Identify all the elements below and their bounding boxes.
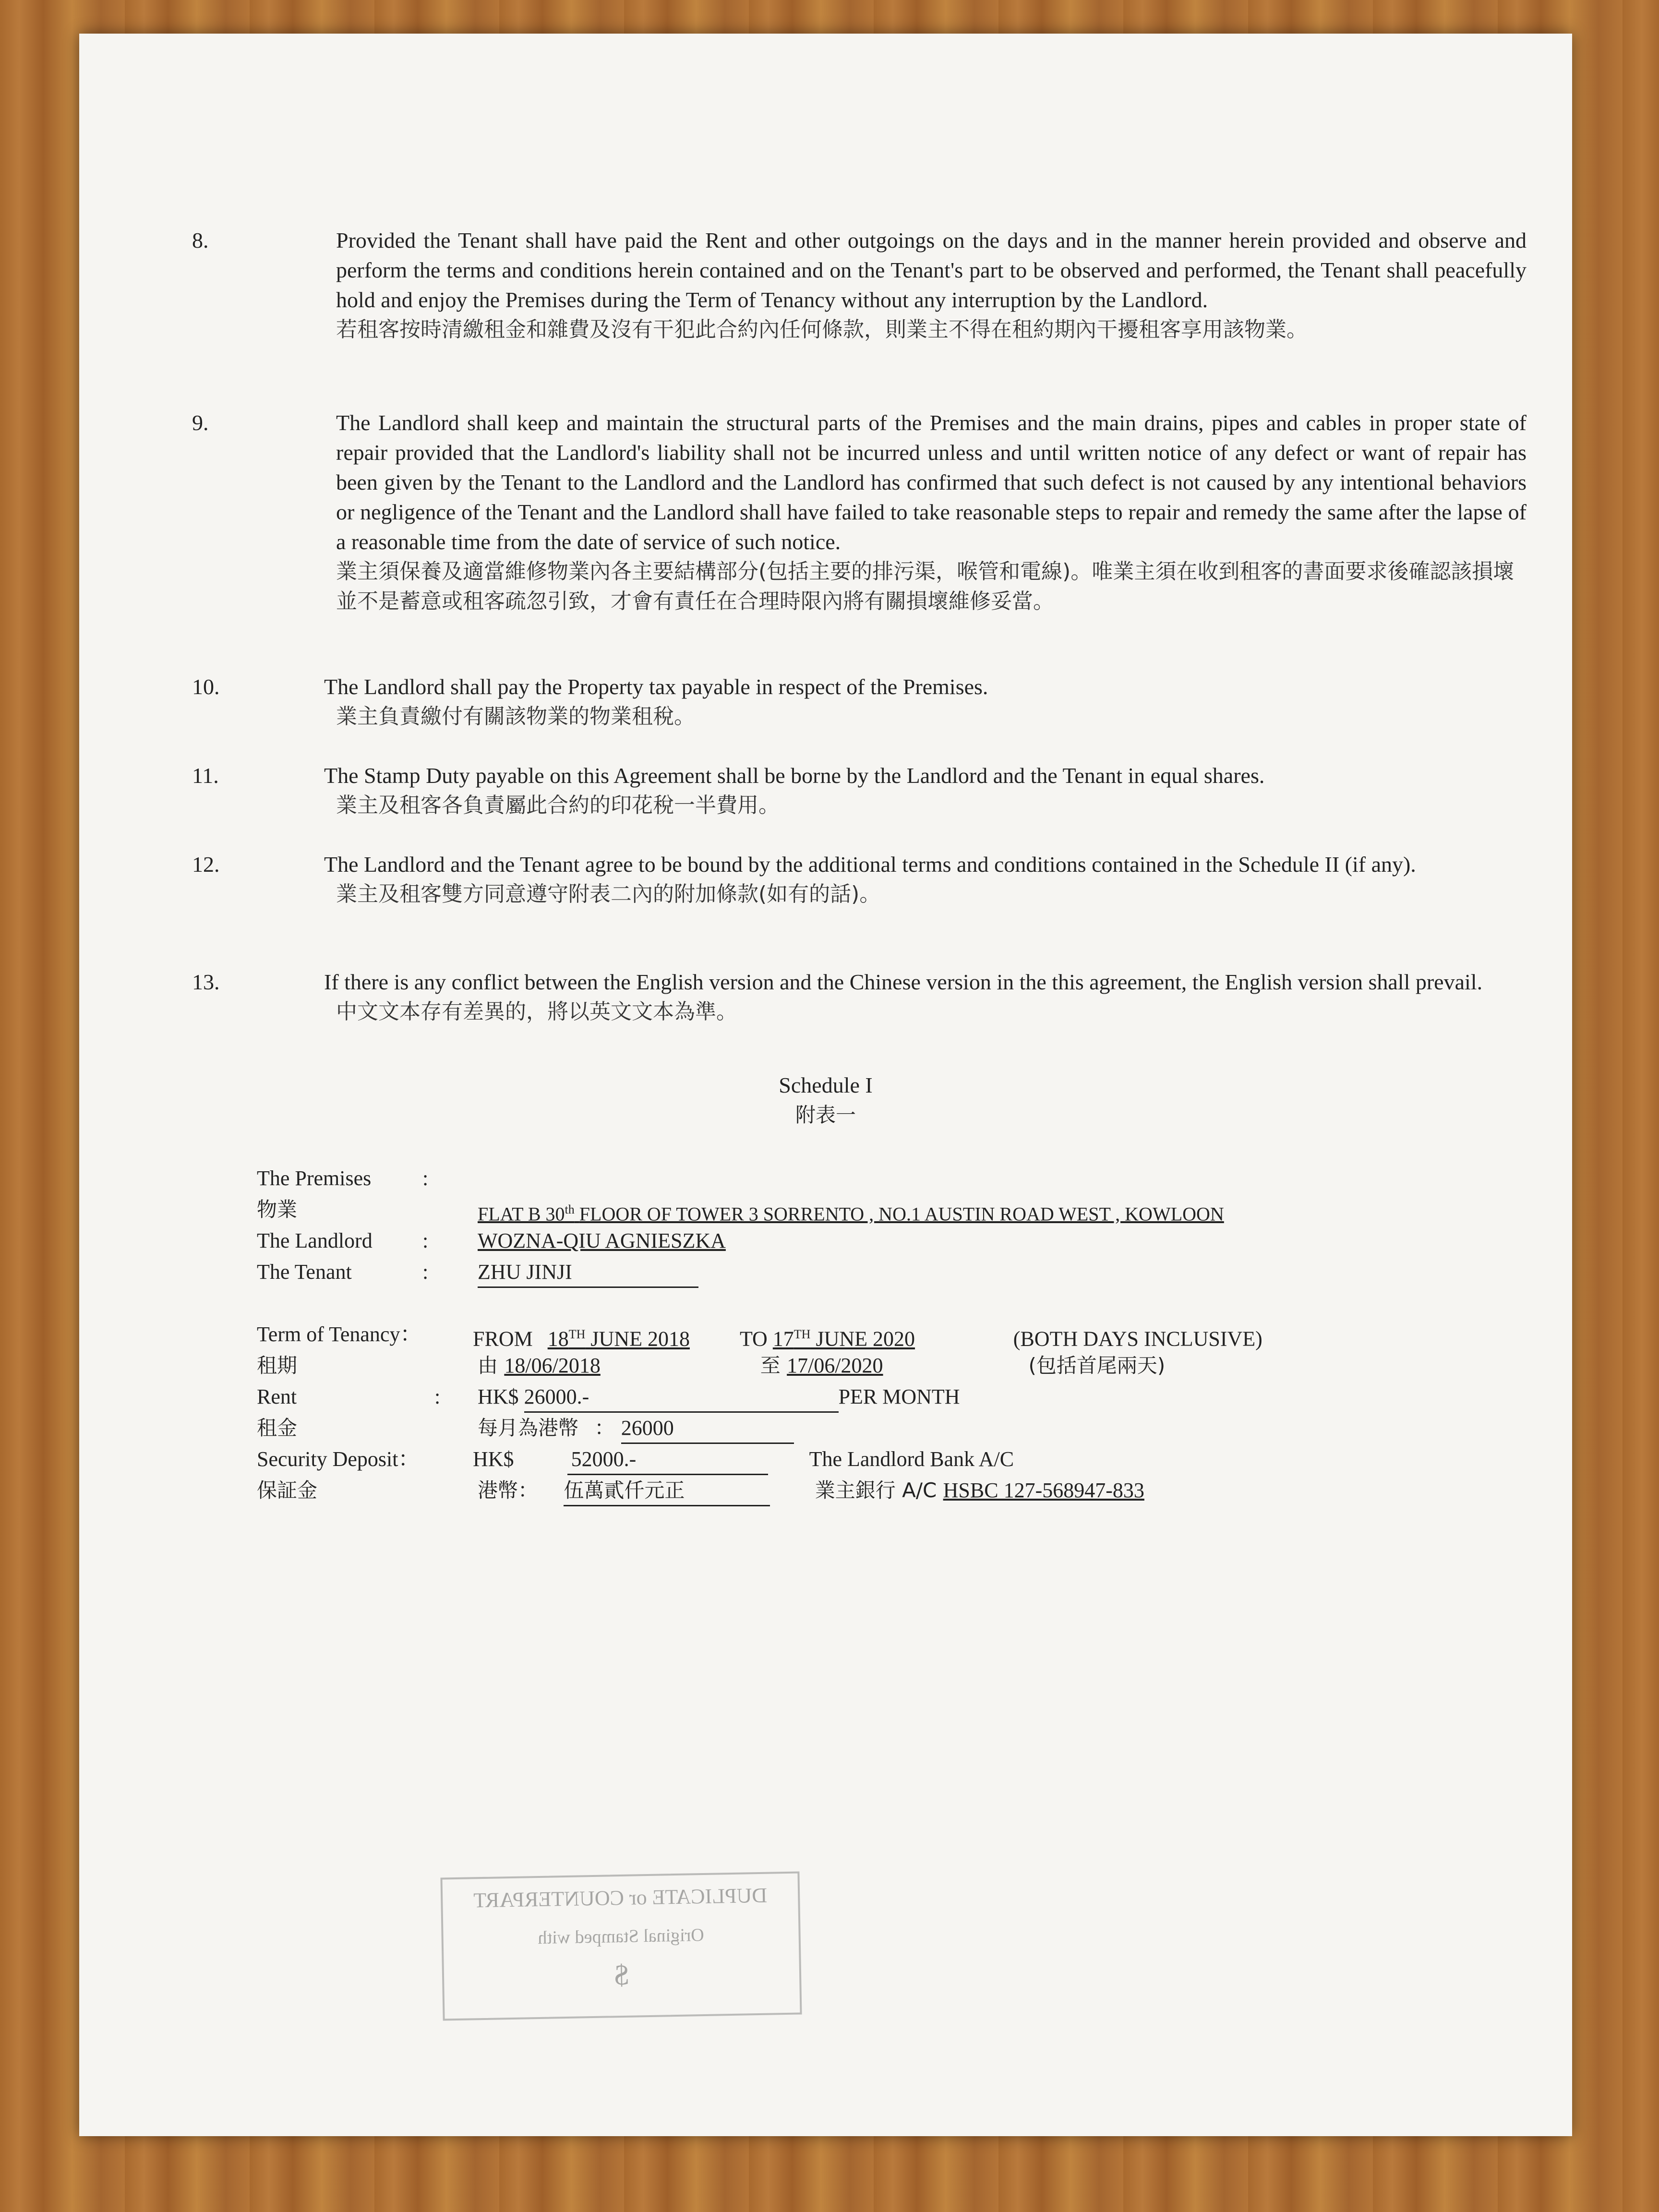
clause-number: 10.: [192, 674, 220, 699]
rent-value-zh: [478, 1414, 794, 1444]
deposit-value: 52000.-: [567, 1445, 768, 1475]
term-end-a: 17: [772, 1327, 794, 1351]
term-start-a: 18: [547, 1327, 569, 1351]
term-inclusive: (BOTH DAYS INCLUSIVE): [1013, 1327, 1262, 1351]
term-from: FROM: [473, 1327, 533, 1351]
clause-text-en: The Landlord shall pay the Property tax payable in respect of the Premises.: [324, 674, 988, 699]
clause-number: 11.: [192, 763, 219, 788]
tenant-colon: :: [422, 1260, 429, 1284]
tenant-value: [478, 1258, 698, 1288]
term-value-en: [473, 1320, 1262, 1354]
term-end-zh: 17/06/2020: [787, 1354, 883, 1377]
clause-text-zh: 中文文本存有差異的，將以英文文本為準。: [336, 999, 737, 1024]
clause-number: 9.: [192, 410, 209, 435]
stamp-line-2: Original Stamped with: [538, 1924, 705, 1948]
premises-value: [478, 1195, 1224, 1228]
rent-value: 26000.-: [524, 1382, 839, 1413]
deposit-label-zh: 保証金: [257, 1479, 318, 1502]
premises-value-a: FLAT B 30: [478, 1203, 565, 1225]
term-end: [773, 1320, 1008, 1354]
deposit-currency: HK$: [473, 1447, 514, 1471]
clause-number: 12.: [192, 852, 220, 877]
clause-number: 8.: [192, 228, 209, 252]
clause-13: [192, 967, 1527, 1027]
clause-text-en: The Stamp Duty payable on this Agreement shall be borne by the Landlord and the Tenant in equal shares.: [324, 763, 1265, 788]
clause-text-zh: 業主及租客雙方同意遵守附表二內的附加條款(如有的話)。: [336, 882, 881, 906]
landlord-label: The Landlord: [257, 1229, 373, 1252]
rent-colon-zh: ：: [594, 1416, 615, 1440]
premises-value-b: FLOOR OF TOWER 3 SORRENTO , NO.1 AUSTIN ROAD WEST , KOWLOON: [579, 1203, 1224, 1225]
deposit-currency-zh: 港幣：: [478, 1479, 539, 1502]
landlord-value: WOZNA-QIU AGNIESZKA: [478, 1229, 726, 1252]
schedule-title-en: Schedule I: [779, 1073, 873, 1097]
tenant-label: The Tenant: [257, 1260, 352, 1284]
rent-colon: :: [434, 1385, 441, 1408]
clause-text-zh: 業主負責繳付有關該物業的物業租稅。: [336, 704, 695, 729]
clause-text-zh: 若租客按時清繳租金和雜費及沒有干犯此合約內任何條款，則業主不得在租約期內干擾租客享用該物業。: [336, 317, 1308, 342]
term-value-zh: [478, 1351, 1165, 1380]
term-from-zh: 由: [478, 1354, 498, 1377]
term-start-zh: 18/06/2018: [504, 1354, 601, 1377]
deposit-value-zh-text: 伍萬貳仟元正: [564, 1476, 770, 1506]
term-label-en: [257, 1320, 421, 1349]
clause-number: 13.: [192, 970, 220, 994]
term-start: [548, 1320, 735, 1354]
bank-value: HSBC 127-568947-833: [943, 1479, 1144, 1502]
stamp-line-1: DUPLICATE or COUNTERPART: [473, 1883, 768, 1912]
deposit-colon: ：: [398, 1447, 420, 1471]
rent-monthly-zh: 每月為港幣: [478, 1416, 579, 1440]
rent-label-zh: 租金: [257, 1416, 298, 1440]
rent-currency: HK$: [478, 1385, 519, 1408]
term-label-zh: 租期: [257, 1354, 298, 1377]
clause-11: [192, 761, 1527, 820]
clause-9: [192, 408, 1527, 616]
term-to-zh: 至: [760, 1354, 781, 1377]
clause-10: [192, 672, 1527, 732]
term-end-sup: TH: [793, 1327, 811, 1341]
premises-label-zh: 物業: [257, 1198, 298, 1221]
term-start-b: JUNE 2018: [585, 1327, 690, 1351]
clause-text-en: The Landlord shall keep and maintain the structural parts of the Premises and the main drains, pipes and cables in proper state of repair provided that the Landlord's liability shall not be incurred unless and until written notice of any defect or want of repair has been given by the Tenant to the Landlord and the Landlord has confirmed that such defect is not caused by any intentional behaviors or negligence of the Tenant and the Landlord shall have failed to take reasonable steps to repair and remedy the same after the lapse of a reasonable time from the date of service of such notice.: [336, 410, 1527, 554]
rent-label-en: Rent: [257, 1385, 297, 1408]
clause-8: [192, 226, 1527, 345]
deposit-label-en: [257, 1445, 420, 1474]
premises-colon: :: [422, 1166, 429, 1190]
deposit-label-en-text: Security Deposit: [257, 1447, 398, 1471]
clause-text-en: Provided the Tenant shall have paid the Rent and other outgoings on the days and in the manner herein provided and observe and perform the terms and conditions herein contained and on the Tenant's part to be observed and performed, the Tenant shall peacefully hold and enjoy the Premises during the Term of Tenancy without any interruption by the Landlord.: [336, 228, 1527, 312]
bank-label-en: The Landlord Bank A/C: [809, 1447, 1014, 1471]
term-label-en-text: Term of Tenancy: [257, 1322, 400, 1346]
rent-per: PER MONTH: [838, 1385, 960, 1408]
deposit-value-en: [473, 1445, 1014, 1475]
deposit-value-zh: [478, 1476, 1144, 1506]
term-to: TO: [739, 1327, 768, 1351]
rent-value-zh-text: 26000: [621, 1414, 794, 1444]
term-colon: ：: [400, 1322, 421, 1346]
document-page: [79, 34, 1572, 2136]
term-inclusive-zh: (包括首尾兩天): [1028, 1354, 1166, 1377]
premises-label-en: The Premises: [257, 1166, 372, 1190]
tenant-value-text: ZHU JINJI: [478, 1258, 698, 1288]
rent-value-en: [478, 1382, 960, 1413]
schedule-title-zh: 附表一: [795, 1103, 856, 1127]
stamp-line-3: $: [614, 1959, 629, 1991]
premises-value-sup: th: [565, 1202, 575, 1216]
clause-12: [192, 850, 1527, 909]
clause-text-en: If there is any conflict between the English version and the Chinese version in the this agreement, the English version shall prevail.: [324, 970, 1483, 994]
term-end-b: JUNE 2020: [810, 1327, 915, 1351]
clause-text-zh: 業主及租客各負責屬此合約的印花稅一半費用。: [336, 793, 780, 817]
bank-label-zh: 業主銀行 A/C: [815, 1479, 937, 1502]
clause-text-zh: 業主須保養及適當維修物業內各主要結構部分(包括主要的排污渠，喉管和電線)。唯業主須在收到租客的書面要求後確認該損壞並不是蓄意或租客疏忽引致，才會有責任在合理時限內將有關損壞維修妥當。: [336, 559, 1515, 613]
landlord-colon: :: [422, 1229, 429, 1252]
duplicate-stamp: [440, 1871, 802, 2020]
clause-text-en: The Landlord and the Tenant agree to be bound by the additional terms and conditions contained in the Schedule II (if any).: [324, 852, 1416, 877]
term-start-sup: TH: [568, 1327, 586, 1341]
